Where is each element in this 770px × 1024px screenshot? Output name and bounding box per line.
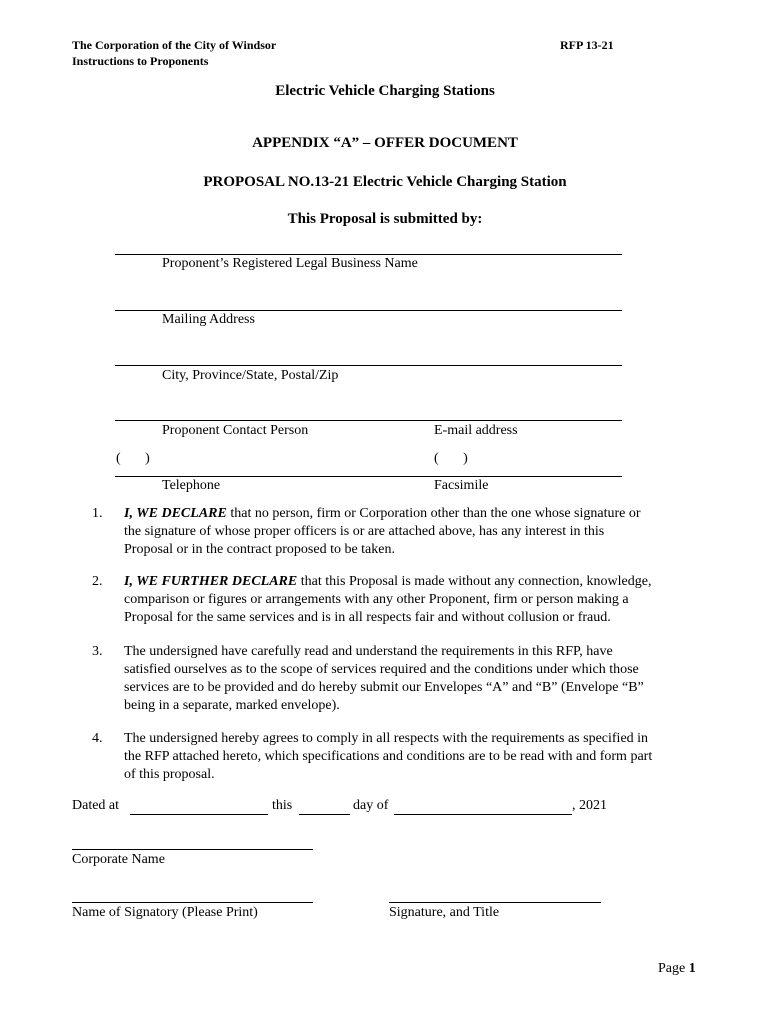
city-province-label: City, Province/State, Postal/Zip (162, 368, 339, 383)
fax-area-code[interactable]: ( ) (434, 451, 468, 466)
declaration-line: services are to be provided and do hereby submit our Envelopes “A” and “B” (Envelope “B” (124, 680, 644, 695)
declaration-line: The undersigned have carefully read and understand the requirements in this RFP, have (124, 644, 613, 659)
proposal-title: PROPOSAL NO.13-21 Electric Vehicle Charging Station (203, 174, 567, 190)
month-blank[interactable] (394, 814, 572, 815)
day-of-label: day of (353, 798, 389, 813)
declaration-text (124, 573, 704, 627)
telephone-label: Telephone (162, 478, 221, 493)
declaration-number: 3. (92, 644, 103, 659)
year-label: , 2021 (572, 798, 607, 813)
declaration-lead: I, WE FURTHER DECLARE (124, 574, 298, 589)
email-label: E-mail address (434, 423, 518, 438)
contact-email-line[interactable] (115, 420, 622, 421)
declaration-line: satisfied ourselves as to the scope of services required and the conditions under which those (124, 662, 639, 677)
business-name-line[interactable] (115, 254, 622, 255)
page-indicator (658, 961, 696, 977)
telephone-fax-line[interactable] (115, 476, 622, 477)
submitted-by-heading: This Proposal is submitted by: (287, 211, 483, 227)
header-organization: The Corporation of the City of Windsor (72, 38, 277, 52)
declaration-text (124, 730, 704, 784)
mailing-address-label: Mailing Address (162, 312, 255, 327)
declaration-lead: I, WE DECLARE (124, 506, 227, 521)
page-label: Page (658, 961, 686, 976)
declaration-line: Proposal or in the contract proposed to be taken. (124, 542, 395, 557)
day-blank[interactable] (299, 814, 350, 815)
declaration-line: The undersigned hereby agrees to comply in all respects with the requirements as specified in (124, 731, 649, 746)
declaration-line: the RFP attached hereto, which specifications and conditions are to be read with and form part (124, 749, 653, 764)
business-name-label: Proponent’s Registered Legal Business Name (162, 256, 418, 271)
facsimile-label: Facsimile (434, 478, 489, 493)
declaration-number: 4. (92, 731, 103, 746)
declaration-number: 1. (92, 506, 103, 521)
appendix-title: APPENDIX “A” – OFFER DOCUMENT (252, 135, 518, 151)
declaration-text (124, 643, 704, 715)
declaration-line: of this proposal. (124, 767, 215, 782)
declaration-line: being in a separate, marked envelope). (124, 698, 340, 713)
dated-at-label: Dated at (72, 798, 120, 813)
header-subtitle: Instructions to Proponents (72, 54, 209, 68)
contact-person-label: Proponent Contact Person (162, 423, 309, 438)
telephone-area-code[interactable]: ( ) (116, 451, 150, 466)
declaration-line: that this Proposal is made without any connection, knowledge, (297, 574, 652, 589)
mailing-address-line[interactable] (115, 310, 622, 311)
corporate-name-label: Corporate Name (72, 852, 165, 867)
city-province-line[interactable] (115, 365, 622, 366)
declaration-text (124, 505, 704, 559)
page-number: 1 (688, 961, 696, 976)
rfp-number: RFP 13-21 (560, 38, 614, 52)
signatory-name-line[interactable] (72, 902, 313, 903)
dated-at-blank[interactable] (130, 814, 268, 815)
this-label: this (272, 798, 293, 813)
declaration-line: that no person, firm or Corporation other than the one whose signature or (226, 506, 641, 521)
declaration-line: comparison or figures or arrangements with any other Proponent, firm or person making a (124, 592, 629, 607)
signatory-name-label: Name of Signatory (Please Print) (72, 905, 258, 920)
declaration-line: Proposal for the same services and is in all respects fair and without collusion or fraud. (124, 610, 611, 625)
corporate-name-line[interactable] (72, 849, 313, 850)
signature-title-line[interactable] (389, 902, 601, 903)
project-title: Electric Vehicle Charging Stations (275, 83, 495, 99)
declaration-number: 2. (92, 574, 103, 589)
signature-title-label: Signature, and Title (389, 905, 500, 920)
declaration-line: the signature of whose proper officers is or are attached above, has any interest in this (124, 524, 605, 539)
